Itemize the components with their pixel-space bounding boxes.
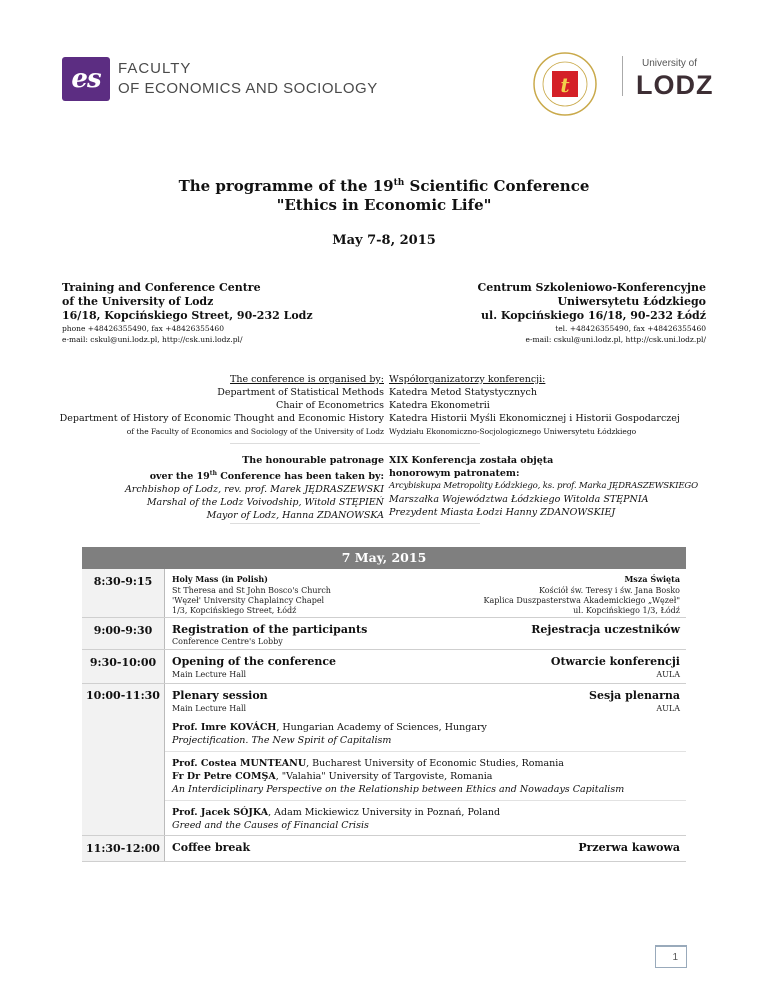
talk-item: Prof. Jacek SÓJKA, Adam Mickiewicz University in Poznań, Poland Greed and the Causes of Financial Crisis — [172, 807, 501, 831]
faculty-logo-icon: es — [62, 57, 110, 101]
time-cell: 10:00-11:30 — [86, 689, 160, 702]
divider — [230, 443, 480, 444]
event-title: Holy Mass (in Polish) — [172, 574, 268, 584]
event-location: Conference Centre's Lobby — [172, 637, 283, 646]
organisers-polish: Współorganizatorzy konferencji: Katedra Metod Statystycznych Katedra Ekonometrii Katedra Historii Myśli Ekonomicznej i Historii Gospodarczej Wydziału Ekonomiczno-Socjologicznego Uniwersytetu Łódzkiego — [389, 374, 680, 436]
event-location-polish: Kościół św. Teresy i św. Jana Bosko Kaplica Duszpasterstwa Akademickiego „Węzeł" ul. Kopcińskiego 1/3, Łódź — [483, 586, 680, 615]
row-divider — [82, 835, 686, 836]
event-title-polish: Otwarcie konferencji — [550, 655, 680, 668]
event-location: Main Lecture Hall — [172, 704, 247, 713]
patronage-polish: XIX Konferencja została objęta honorowym patronatem: Arcybiskupa Metropolity Łódzkiego, ks. prof. Marka JĘDRASZEWSKIEGO Marszałka Województwa Łódzkiego Witolda STĘPNIA Prezydent Miasta Łodzi Hanny ZDANOWSKIEJ — [389, 455, 698, 518]
university-seal-icon — [533, 52, 597, 116]
programme-table — [82, 569, 686, 862]
talk-item: Prof. Costea MUNTEANU, Bucharest University of Economic Studies, Romania Fr Dr Petre COMŞA, "Valahia" University of Targoviste, Romania An Interdiciplinary Perspective on the Relationship between Ethics and Nowadays Capitalism — [172, 758, 625, 795]
event-title-polish: Msza Święta — [624, 574, 680, 584]
venue-polish: Centrum Szkoleniowo-Konferencyjne Uniwersytetu Łódzkiego ul. Kopcińskiego 16/18, 90-232 Łódź tel. +48426355490, fax +48426355460 e-mail: cskul@uni.lodz.pl, http://csk.uni.lodz.pl/ — [477, 281, 706, 344]
svg-text:t: t — [560, 73, 570, 97]
event-title-polish: Przerwa kawowa — [578, 841, 680, 854]
event-title: Plenary session — [172, 689, 268, 702]
time-cell: 9:00-9:30 — [93, 624, 153, 637]
patronage-english: The honourable patronage over the 19th Conference has been taken by: Archbishop of Lodz, rev. prof. Marek JĘDRASZEWSKI Marshal of the Lodz Voivodship, Witold STĘPIEŃ Mayor of Lodz, Hanna ZDANOWSKA — [124, 455, 384, 522]
divider — [230, 523, 480, 524]
column-divider — [164, 569, 165, 862]
event-location: Main Lecture Hall — [172, 670, 247, 679]
page-number: 1 — [655, 945, 687, 968]
time-column — [82, 569, 164, 862]
logo-divider — [622, 56, 623, 96]
event-location-polish: AULA — [656, 704, 680, 713]
event-title-polish: Rejestracja uczestników — [531, 623, 680, 636]
lodz-wordmark: LODZ — [636, 70, 714, 100]
event-title: Registration of the participants — [172, 623, 368, 636]
row-divider — [82, 617, 686, 618]
talk-divider — [165, 800, 686, 801]
conference-name: "Ethics in Economic Life" — [276, 196, 492, 214]
event-location-polish: AULA — [656, 670, 680, 679]
faculty-name-line1: FACULTY — [118, 60, 192, 77]
university-of-label: University of — [642, 58, 698, 69]
talk-item: Prof. Imre KOVÁCH, Hungarian Academy of Sciences, Hungary Projectification. The New Spirit of Capitalism — [172, 722, 487, 746]
event-title: Coffee break — [172, 841, 251, 854]
row-divider — [82, 649, 686, 650]
time-cell: 8:30-9:15 — [93, 575, 153, 588]
time-cell: 9:30-10:00 — [89, 656, 157, 669]
organisers-english: The conference is organised by: Department of Statistical Methods Chair of Econometrics Department of History of Economic Thought and Economic History of the Faculty of Economics and Sociology of the University of Lodz — [59, 374, 384, 436]
event-title: Opening of the conference — [172, 655, 337, 668]
faculty-name-line2: OF ECONOMICS AND SOCIOLOGY — [118, 80, 378, 97]
row-divider — [82, 683, 686, 684]
talk-divider — [165, 751, 686, 752]
page-title: The programme of the 19th Scientific Conference — [178, 177, 590, 195]
conference-date: May 7-8, 2015 — [332, 233, 436, 248]
row-divider — [82, 861, 686, 862]
event-location: St Theresa and St John Bosco's Church 'Węzeł' University Chaplaincy Chapel 1/3, Kopcińskiego Street, Łódź — [172, 586, 331, 615]
time-cell: 11:30-12:00 — [86, 842, 160, 855]
event-title-polish: Sesja plenarna — [589, 689, 680, 702]
venue-english: Training and Conference Centre of the University of Lodz 16/18, Kopcińskiego Street, 90-232 Lodz phone +48426355490, fax +48426355460 e-mail: cskul@uni.lodz.pl, http://csk.uni.lodz.pl/ — [62, 281, 313, 344]
day-header: 7 May, 2015 — [82, 547, 686, 569]
